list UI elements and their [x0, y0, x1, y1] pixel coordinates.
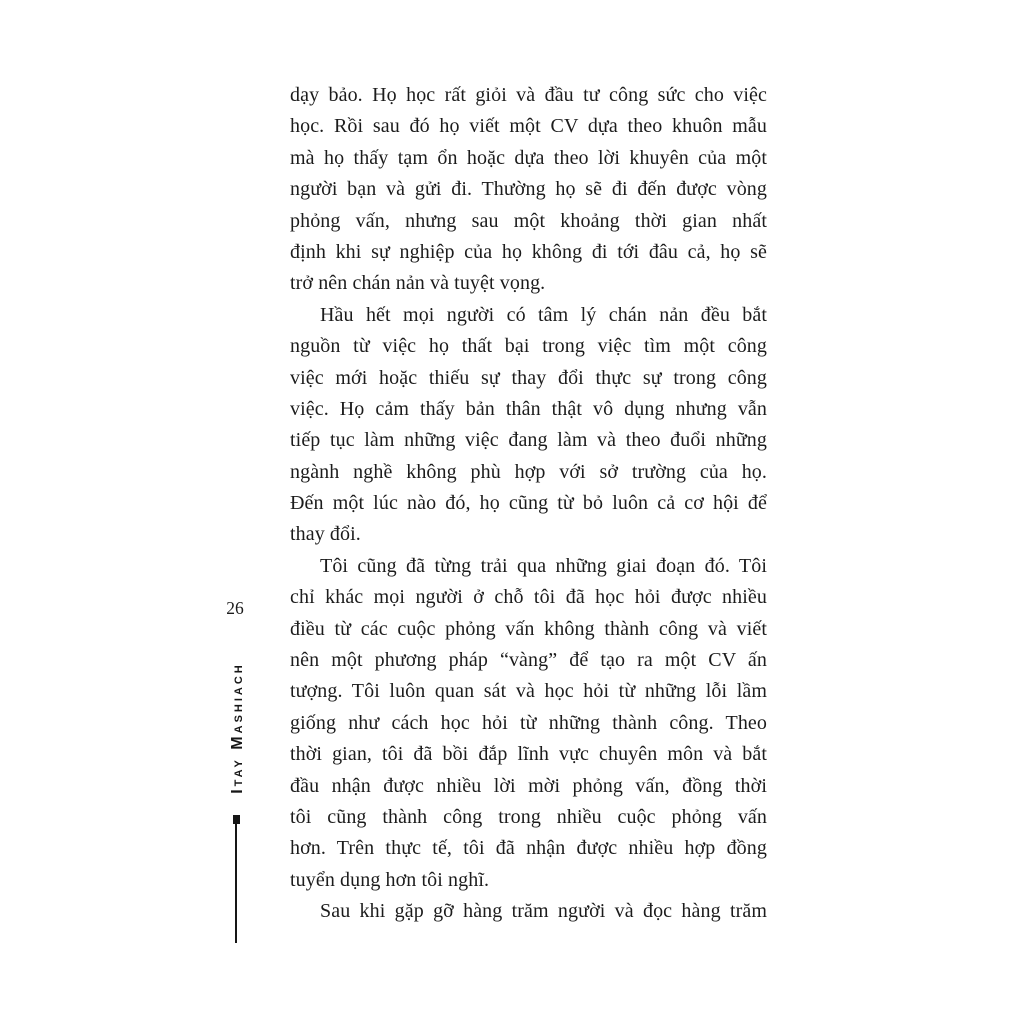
text-line: nguồn từ việc họ thất bại trong việc tìm một công [290, 335, 767, 358]
text-line: trở nên chán nản và tuyệt vọng. [290, 272, 546, 295]
page-number: 26 [226, 598, 244, 618]
text-line: tuyển dụng hơn tôi nghĩ. [290, 868, 490, 891]
text-line: ngành nghề không phù hợp với sở trường của họ. [290, 460, 767, 483]
text-line: đầu nhận được nhiều lời mời phỏng vấn, đồng thời [290, 774, 767, 797]
text-line: Tôi cũng đã từng trải qua những giai đoạn đó. Tôi [320, 554, 767, 577]
text-line: Đến một lúc nào đó, họ cũng từ bỏ luôn cả cơ hội để [290, 492, 767, 515]
text-line: mà họ thấy tạm ổn hoặc dựa theo lời khuyên của một [290, 146, 767, 169]
text-line: người bạn và gửi đi. Thường họ sẽ đi đến được vòng [290, 178, 767, 201]
text-line: chỉ khác mọi người ở chỗ tôi đã học hỏi được nhiều [290, 586, 767, 609]
text-line: thay đổi. [290, 523, 361, 546]
text-line: việc mới hoặc thiếu sự thay đổi thực sự trong công [290, 366, 767, 389]
text-line: thời gian, tôi đã bồi đắp lĩnh vực chuyên môn và bắt [290, 743, 767, 766]
text-line: điều từ các cuộc phỏng vấn không thành công và viết [290, 617, 767, 640]
text-line: giống như cách học hỏi từ những thành công. Theo [290, 711, 767, 734]
text-line: Sau khi gặp gỡ hàng trăm người và đọc hàng trăm [320, 900, 767, 923]
text-line: tượng. Tôi luôn quan sát và học hỏi từ những lỗi lầm [290, 680, 767, 703]
text-line: tiếp tục làm những việc đang làm và theo đuổi những [290, 429, 767, 452]
author-name-vertical: Itay Mashiach [229, 662, 246, 794]
text-line: định khi sự nghiệp của họ không đi tới đâu cả, họ sẽ [290, 240, 767, 263]
text-line: phỏng vấn, nhưng sau một khoảng thời gian nhất [290, 209, 767, 232]
text-line: học. Rồi sau đó họ viết một CV dựa theo khuôn mẫu [290, 115, 767, 138]
author-rule [235, 822, 237, 943]
text-line: việc. Họ cảm thấy bản thân thật vô dụng nhưng vẫn [290, 397, 767, 420]
text-line: hơn. Trên thực tế, tôi đã nhận được nhiều hợp đồng [290, 837, 767, 860]
text-line: dạy bảo. Họ học rất giỏi và đầu tư công sức cho việc [290, 84, 767, 106]
text-line: tôi cũng thành công trong nhiều cuộc phỏng vấn [290, 805, 767, 828]
body-text [290, 80, 767, 928]
text-line: Hầu hết mọi người có tâm lý chán nản đều bắt [320, 303, 767, 326]
text-line: nên một phương pháp “vàng” để tạo ra một CV ấn [290, 649, 767, 672]
